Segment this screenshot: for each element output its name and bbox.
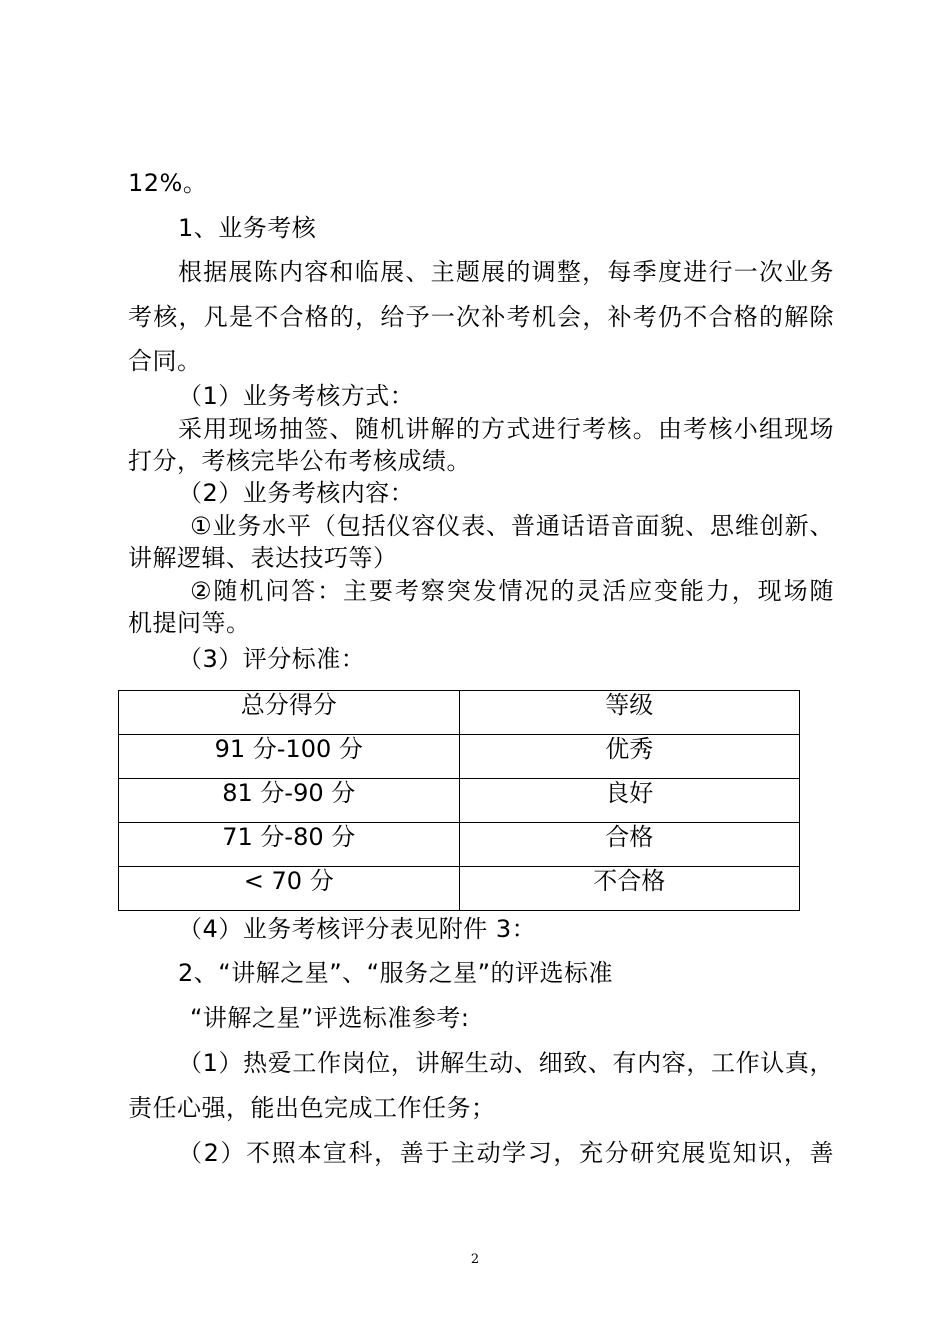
table-row: [119, 823, 800, 867]
table-row: [119, 867, 800, 911]
text-line: （2）不照本宣科，善于主动学习，充分研究展览知识，善: [178, 1139, 834, 1167]
score-table: [118, 690, 800, 911]
table-cell: 71 分-80 分: [119, 823, 460, 867]
table-header-cell: 总分得分: [119, 691, 460, 735]
text-line: （1）热爱工作岗位，讲解生动、细致、有内容，工作认真，: [178, 1049, 834, 1077]
text-line: 打分，考核完毕公布考核成绩。: [128, 447, 471, 475]
page-number: 2: [470, 1252, 480, 1267]
sub-heading: （3）评分标准：: [178, 645, 366, 673]
text-line: 根据展陈内容和临展、主题展的调整，每季度进行一次业务: [178, 258, 834, 286]
text-line: “讲解之星”评选标准参考:: [190, 1004, 470, 1032]
table-cell: 优秀: [459, 735, 800, 779]
sub-heading: （2）业务考核内容：: [178, 479, 415, 507]
text-line: 考核，凡是不合格的，给予一次补考机会，补考仍不合格的解除: [128, 303, 834, 331]
text-line: 合同。: [128, 347, 202, 375]
table-cell: 合格: [459, 823, 800, 867]
table-row: [119, 735, 800, 779]
text-line: ②随机问答：主要考察突发情况的灵活应变能力，现场随: [190, 577, 834, 605]
text-line: 讲解逻辑、表达技巧等）: [128, 544, 398, 572]
text-line: ①业务水平（包括仪容仪表、普通话语音面貌、思维创新、: [190, 512, 834, 540]
text-line: 责任心强，能出色完成工作任务；: [128, 1094, 496, 1122]
table-row: [119, 779, 800, 823]
section-heading: 1、业务考核: [178, 214, 317, 242]
table-header-cell: 等级: [459, 691, 800, 735]
section-heading: 2、“讲解之星”、“服务之星”的评选标准: [178, 959, 614, 987]
table-cell: 不合格: [459, 867, 800, 911]
text-line: 机提问等。: [128, 609, 251, 637]
text-line: 12%。: [128, 169, 208, 197]
sub-heading: （1）业务考核方式：: [178, 382, 415, 410]
table-cell: < 70 分: [119, 867, 460, 911]
table-cell: 91 分-100 分: [119, 735, 460, 779]
text-line: 采用现场抽签、随机讲解的方式进行考核。由考核小组现场: [178, 415, 834, 443]
sub-heading: （4）业务考核评分表见附件 3：: [178, 915, 537, 943]
table-cell: 81 分-90 分: [119, 779, 460, 823]
table-cell: 良好: [459, 779, 800, 823]
table-header-row: [119, 691, 800, 735]
